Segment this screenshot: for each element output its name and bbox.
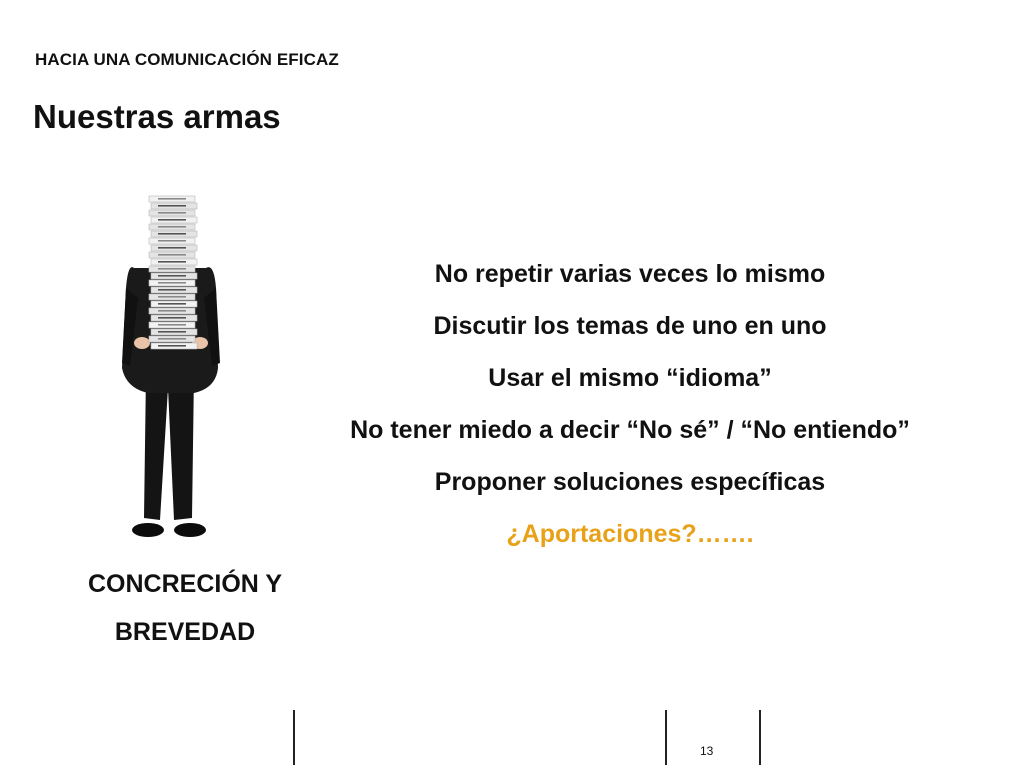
bullet-item: No repetir varias veces lo mismo [434,260,826,288]
footer-divider [665,710,667,765]
page-number: 13 [700,744,714,758]
slide-kicker: HACIA UNA COMUNICACIÓN EFICAZ [35,50,339,69]
bullet-item: Usar el mismo “idioma” [488,364,772,392]
bullet-item: Proponer soluciones específicas [434,468,826,496]
caption-line-1: CONCRECIÓN Y [87,570,282,598]
footer-divider [293,710,295,765]
bullet-list [280,248,980,560]
caption [40,560,330,656]
man-holding-stack-of-magazines-icon [108,188,238,548]
slide-title: Nuestras armas [33,98,281,135]
bullet-item: Discutir los temas de uno en uno [433,312,827,340]
caption-line-2: BREVEDAD [114,618,256,646]
footer-divider [759,710,761,765]
bullet-item: No tener miedo a decir “No sé” / “No entiendo” [350,416,910,444]
bullet-item-accent: ¿Aportaciones?……. [506,520,754,548]
